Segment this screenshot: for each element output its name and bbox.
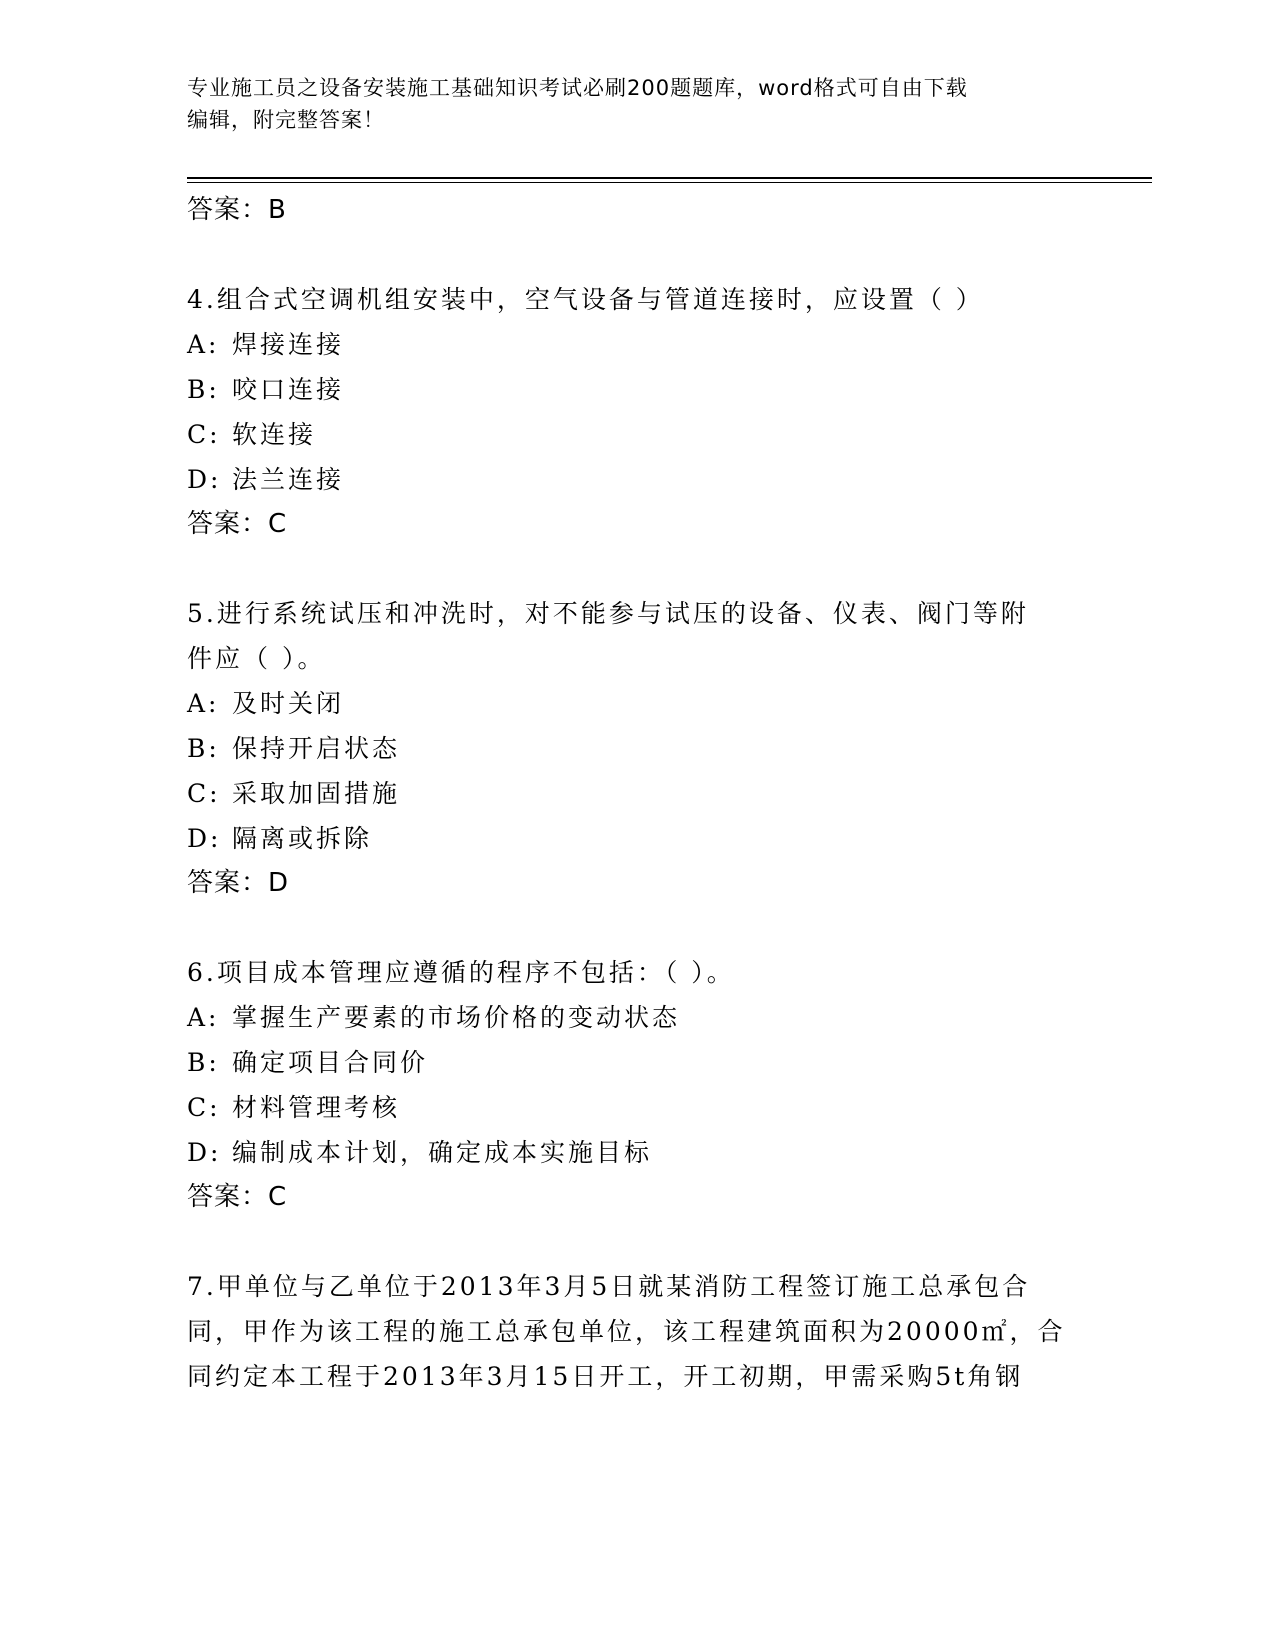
option-c [187,771,1087,816]
option-text: 软连接 [232,420,317,449]
option-b [187,1040,1087,1085]
option-a [187,322,1087,367]
question-text-continued: 同约定本工程于2013年3月15日开工，开工初期，甲需采购5t角钢 [187,1362,1024,1391]
document-header [187,72,1087,136]
option-text: 保持开启状态 [232,734,401,763]
option-b [187,367,1087,412]
question-block [187,591,1087,906]
option-text: 及时关闭 [232,689,345,718]
option-text: 掌握生产要素的市场价格的变动状态 [232,1003,681,1032]
option-key: A: [187,689,220,718]
option-key: A: [187,1003,220,1032]
question-text-continued: 同，甲作为该工程的施工总承包单位，该工程建筑面积为20000㎡，合 [187,1317,1066,1346]
option-key: D: [187,1138,222,1167]
answer-line: 答案：C [187,509,288,539]
option-key: D: [187,824,222,853]
question-block [187,950,1087,1220]
header-divider-thick [187,177,1152,179]
option-key: C: [187,1093,221,1122]
option-key: D: [187,465,222,494]
option-text: 采取加固措施 [232,779,401,808]
option-text: 法兰连接 [232,465,345,494]
question-block [187,1264,1087,1399]
option-text: 咬口连接 [232,375,345,404]
question-list [187,188,1087,1399]
option-text: 材料管理考核 [232,1093,401,1122]
option-b [187,726,1087,771]
option-a [187,681,1087,726]
answer-line: 答案：D [187,868,290,898]
option-key: A: [187,330,220,359]
question-text: 4.组合式空调机组安装中，空气设备与管道连接时，应设置（ ） [187,285,984,314]
spacer [187,233,1087,277]
question-text: 6.项目成本管理应遵循的程序不包括：（ ）。 [187,958,735,987]
option-text: 确定项目合同价 [232,1048,429,1077]
option-d [187,1130,1087,1175]
header-divider-thin [187,182,1152,183]
question-block [187,277,1087,547]
header-line-2: 编辑，附完整答案！ [187,108,385,132]
option-key: B: [187,375,220,404]
option-key: C: [187,779,221,808]
answer-line: 答案：C [187,1182,288,1212]
spacer [187,547,1087,591]
option-c [187,412,1087,457]
option-text: 焊接连接 [232,330,345,359]
header-line-1: 专业施工员之设备安装施工基础知识考试必刷200题题库，word格式可自由下载 [187,76,968,100]
spacer [187,1220,1087,1264]
option-text: 编制成本计划，确定成本实施目标 [232,1138,653,1167]
option-key: B: [187,734,220,763]
option-d [187,457,1087,502]
question-text-continued: 件应（ ）。 [187,644,326,673]
option-text: 隔离或拆除 [232,824,373,853]
spacer [187,906,1087,950]
question-text: 7.甲单位与乙单位于2013年3月5日就某消防工程签订施工总承包合 [187,1272,1031,1301]
option-key: B: [187,1048,220,1077]
option-a [187,995,1087,1040]
option-key: C: [187,420,221,449]
option-c [187,1085,1087,1130]
option-d [187,816,1087,861]
answer-line: 答案：B [187,195,287,225]
question-text: 5.进行系统试压和冲洗时，对不能参与试压的设备、仪表、阀门等附 [187,599,1029,628]
